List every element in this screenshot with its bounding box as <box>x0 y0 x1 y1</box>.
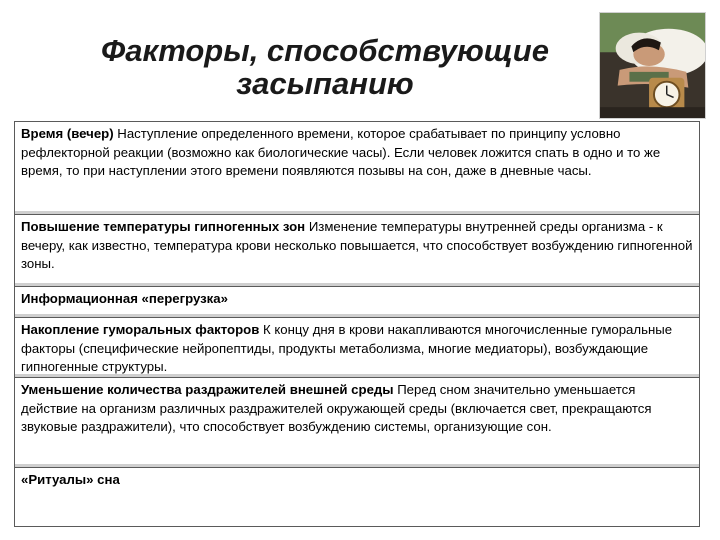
factor-description: Изменение температуры внутренней среды организма - к вечеру, как известно, температура крови несколько повышается, что способствует возбуждению гипногенной зоны. <box>21 219 693 271</box>
factor-description: К концу дня в крови накапливаются многочисленные гуморальные факторы (специфические нейропептиды, продукты метаболизма, многие медиаторы), возбуждающие гипногенные структуры. <box>21 322 673 374</box>
page-title <box>60 34 590 100</box>
title-line-2: засыпанию <box>236 66 414 101</box>
factor-row-humoral <box>15 317 699 377</box>
factor-row-time <box>15 122 699 214</box>
sleeping-person-image <box>599 12 706 119</box>
factor-heading: Уменьшение количества раздражителей внешней среды <box>21 382 398 397</box>
sleeping-person-illustration <box>600 13 705 118</box>
factor-heading: Информационная «перегрузка» <box>21 291 228 306</box>
factor-row-temperature <box>15 214 699 286</box>
factor-row-stimuli <box>15 377 699 467</box>
factors-table <box>14 121 700 527</box>
factor-description: Перед сном значительно уменьшается действие на организм различных раздражителей окружающей среды (включается свет, прекращаются звуковые раздражители), что способствует возбуждению системы, организующие сон. <box>21 382 652 434</box>
factor-heading: Время (вечер) <box>21 126 118 141</box>
title-line-1: Факторы, способствующие <box>101 33 549 68</box>
factor-row-rituals <box>15 467 699 528</box>
factor-heading: Повышение температуры гипногенных зон <box>21 219 309 234</box>
factor-heading: Накопление гуморальных факторов <box>21 322 263 337</box>
factor-description: Наступление определенного времени, которое срабатывает по принципу условно рефлекторной реакции (возможно как биологические часы). Если человек ложится спать в одно и то же время, то при наступлении этого времени появляются позывы на сон, даже в дневные часы. <box>21 126 661 178</box>
factor-heading: «Ритуалы» сна <box>21 472 120 487</box>
factor-row-information <box>15 286 699 317</box>
